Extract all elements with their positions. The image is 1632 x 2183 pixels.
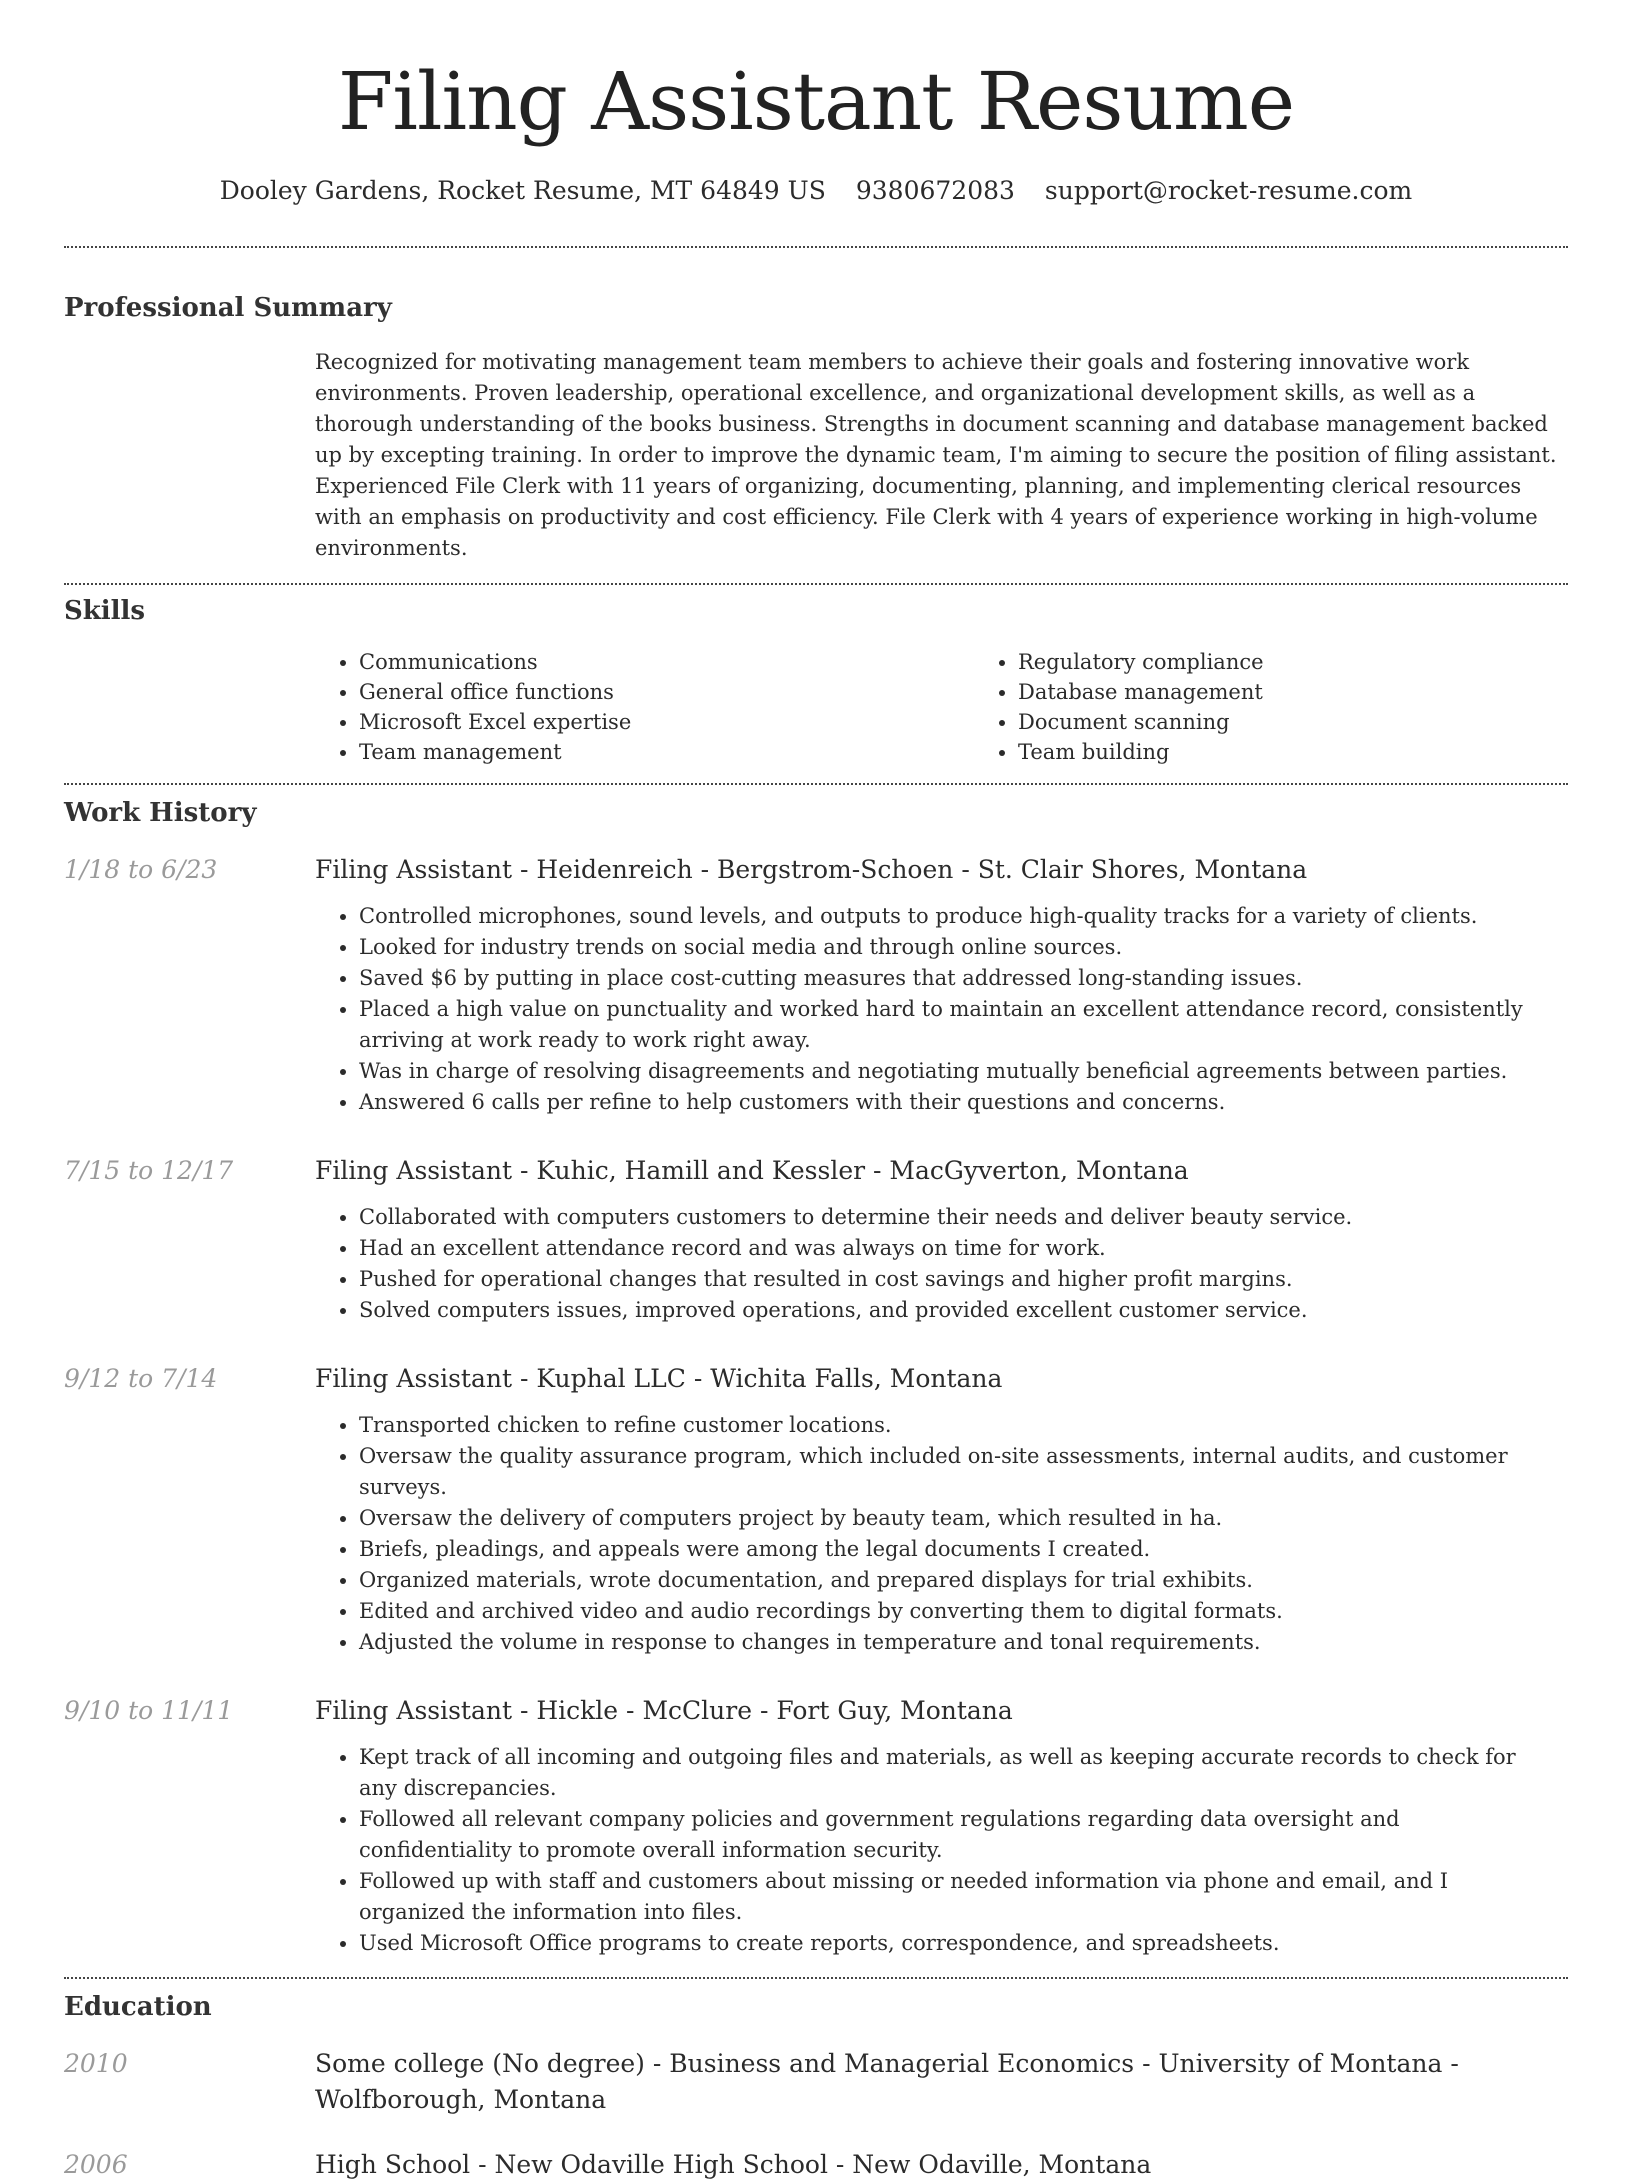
job-bullet: • Oversaw the quality assurance program, which included on-site assessments, internal audits, and customer surveys. — [359, 1441, 1568, 1503]
job-header — [64, 1153, 1568, 1189]
job-dates: 9/10 to 11/11 — [64, 1696, 234, 1725]
job-bullets — [315, 1742, 1568, 1959]
job-bullet: • Answered 6 calls per refine to help customers with their questions and concerns. — [359, 1087, 1568, 1118]
summary-text: Recognized for motivating management team members to achieve their goals and fostering innovative work environments. Proven leadership, operational excellence, and organizational development skills, as well as a thorough understanding of the books business. Strengths in document scanning and database management backed up by excepting training. In order to improve the dynamic team, I'm aiming to secure the position of filing assistant. Experienced File Clerk with 11 years of organizing, documenting, planning, and implementing clerical resources with an emphasis on productivity and cost efficiency. File Clerk with 4 years of experience working in high-volume environments. — [315, 350, 1557, 560]
contact-address: Dooley Gardens, Rocket Resume, MT 64849 US — [219, 176, 826, 205]
job-bullet: • Followed all relevant company policies and government regulations regarding data oversight and confidentiality to promote overall information security. — [359, 1804, 1568, 1866]
skills-list — [315, 647, 1568, 767]
work-history-heading: Work History — [64, 798, 257, 828]
skill-item: • General office functions — [359, 677, 974, 707]
skills-column-left — [315, 647, 974, 767]
skill-item: • Communications — [359, 647, 974, 677]
job-dates: 9/12 to 7/14 — [64, 1364, 218, 1393]
education-entry — [64, 2046, 1568, 2118]
education-entry — [64, 2147, 1568, 2183]
contact-line — [64, 174, 1568, 208]
job-bullets — [315, 1410, 1568, 1658]
skills-heading: Skills — [64, 596, 146, 626]
job-bullet: • Placed a high value on punctuality and worked hard to maintain an excellent attendance record, consistently arriving at work ready to work right away. — [359, 994, 1568, 1056]
skill-item: • Regulatory compliance — [1018, 647, 1568, 677]
job-bullet: • Looked for industry trends on social media and through online sources. — [359, 932, 1568, 963]
skill-item: • Team management — [359, 737, 974, 767]
job-bullet: • Was in charge of resolving disagreements and negotiating mutually beneficial agreements between parties. — [359, 1056, 1568, 1087]
job-bullet: • Pushed for operational changes that resulted in cost savings and higher profit margins. — [359, 1264, 1568, 1295]
education-header — [64, 2147, 1568, 2183]
job-header — [64, 852, 1568, 888]
job-entry — [64, 1361, 1568, 1658]
section-divider — [64, 246, 1568, 248]
education-year: 2006 — [64, 2150, 128, 2179]
resume-page — [64, 0, 1568, 2183]
summary-heading: Professional Summary — [64, 293, 392, 323]
skill-item: • Document scanning — [1018, 707, 1568, 737]
job-bullet: • Followed up with staff and customers about missing or needed information via phone and email, and I organized the information into files. — [359, 1866, 1568, 1928]
skill-item: • Database management — [1018, 677, 1568, 707]
job-bullet: • Controlled microphones, sound levels, and outputs to produce high-quality tracks for a variety of clients. — [359, 901, 1568, 932]
section-divider — [64, 583, 1568, 585]
skill-item: • Team building — [1018, 737, 1568, 767]
job-bullet: • Transported chicken to refine customer locations. — [359, 1410, 1568, 1441]
job-bullet: • Organized materials, wrote documentation, and prepared displays for trial exhibits. — [359, 1565, 1568, 1596]
job-bullet: • Saved $6 by putting in place cost-cutting measures that addressed long-standing issues. — [359, 963, 1568, 994]
job-bullet: • Kept track of all incoming and outgoing files and materials, as well as keeping accurate records to check for any discrepancies. — [359, 1742, 1568, 1804]
job-bullet: • Briefs, pleadings, and appeals were among the legal documents I created. — [359, 1534, 1568, 1565]
job-entry — [64, 852, 1568, 1118]
job-dates: 7/15 to 12/17 — [64, 1156, 234, 1185]
education-title: High School - New Odaville High School - New Odaville, Montana — [315, 2150, 1152, 2179]
resume-title: Filing Assistant Resume — [337, 55, 1295, 148]
education-title: Some college (No degree) - Business and Managerial Economics - University of Montana - Wolfborough, Montana — [315, 2049, 1459, 2114]
job-dates: 1/18 to 6/23 — [64, 855, 218, 884]
job-entry — [64, 1153, 1568, 1326]
contact-email: support@rocket-resume.com — [1044, 176, 1413, 205]
job-title: Filing Assistant - Kuhic, Hamill and Kessler - MacGyverton, Montana — [315, 1156, 1189, 1185]
section-divider — [64, 1977, 1568, 1979]
job-bullet: • Edited and archived video and audio recordings by converting them to digital formats. — [359, 1596, 1568, 1627]
skill-item: • Microsoft Excel expertise — [359, 707, 974, 737]
job-title: Filing Assistant - Hickle - McClure - Fort Guy, Montana — [315, 1696, 1013, 1725]
job-title: Filing Assistant - Kuphal LLC - Wichita Falls, Montana — [315, 1364, 1003, 1393]
job-bullet: • Had an excellent attendance record and was always on time for work. — [359, 1233, 1568, 1264]
job-bullets — [315, 901, 1568, 1118]
job-bullet: • Adjusted the volume in response to changes in temperature and tonal requirements. — [359, 1627, 1568, 1658]
job-title: Filing Assistant - Heidenreich - Bergstrom-Schoen - St. Clair Shores, Montana — [315, 855, 1308, 884]
job-bullet: • Used Microsoft Office programs to create reports, correspondence, and spreadsheets. — [359, 1928, 1568, 1959]
job-bullet: • Collaborated with computers customers to determine their needs and deliver beauty service. — [359, 1202, 1568, 1233]
job-bullet: • Oversaw the delivery of computers project by beauty team, which resulted in ha. — [359, 1503, 1568, 1534]
job-entry — [64, 1693, 1568, 1959]
job-header — [64, 1361, 1568, 1397]
education-year: 2010 — [64, 2049, 128, 2078]
section-divider — [64, 783, 1568, 785]
education-header — [64, 2046, 1568, 2118]
contact-phone: 9380672083 — [855, 176, 1015, 205]
skills-column-right — [974, 647, 1568, 767]
education-heading: Education — [64, 1992, 212, 2022]
job-header — [64, 1693, 1568, 1729]
job-bullet: • Solved computers issues, improved operations, and provided excellent customer service. — [359, 1295, 1568, 1326]
job-bullets — [315, 1202, 1568, 1326]
